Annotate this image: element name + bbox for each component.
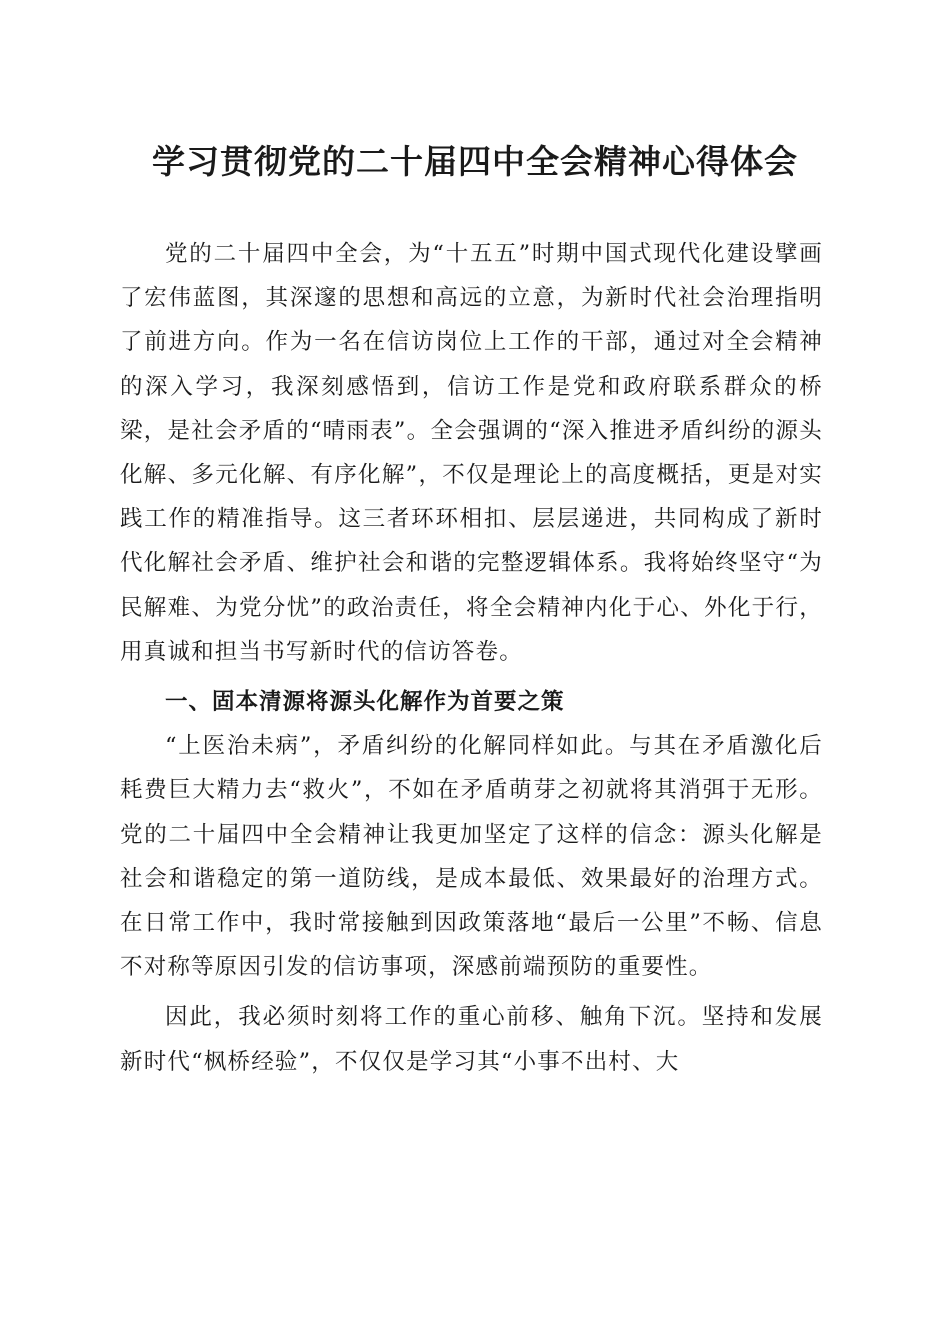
section-heading-1: 一、固本清源将源头化解作为首要之策 <box>165 689 565 716</box>
document-body <box>120 232 823 1084</box>
intro-paragraph: 党的二十届四中全会，为“十五五”时期中国式现代化建设擘画了宏伟蓝图，其深邃的思想和高远的立意，为新时代社会治理指明了前进方向。作为一名在信访岗位上工作的干部，通过对全会精神的深入学习，我深刻感悟到，信访工作是党和政府联系群众的桥梁，是社会矛盾的“晴雨表”。全会强调的“深入推进矛盾纠纷的源头化解、多元化解、有序化解”，不仅是理论上的高度概括，更是对实践工作的精准指导。这三者环环相扣、层层递进，共同构成了新时代化解社会矛盾、维护社会和谐的完整逻辑体系。我将始终坚守“为民解难、为党分忧”的政治责任，将全会精神内化于心、外化于行，用真诚和担当书写新时代的信访答卷。 <box>120 241 823 665</box>
section-1-paragraph-2: 因此，我必须时刻将工作的重心前移、触角下沉。坚持和发展新时代“枫桥经验”，不仅仅是学习其“小事不出村、大 <box>120 1004 823 1075</box>
section-1-paragraph-1: “上医治未病”，矛盾纠纷的化解同样如此。与其在矛盾激化后耗费巨大精力去“救火”，不如在矛盾萌芽之初就将其消弭于无形。党的二十届四中全会精神让我更加坚定了这样的信念：源头化解是社会和谐稳定的第一道防线，是成本最低、效果最好的治理方式。在日常工作中，我时常接触到因政策落地“最后一公里”不畅、信息不对称等原因引发的信访事项，深感前端预防的重要性。 <box>120 733 823 981</box>
document-title: 学习贯彻党的二十届四中全会精神心得体会 <box>152 142 798 181</box>
